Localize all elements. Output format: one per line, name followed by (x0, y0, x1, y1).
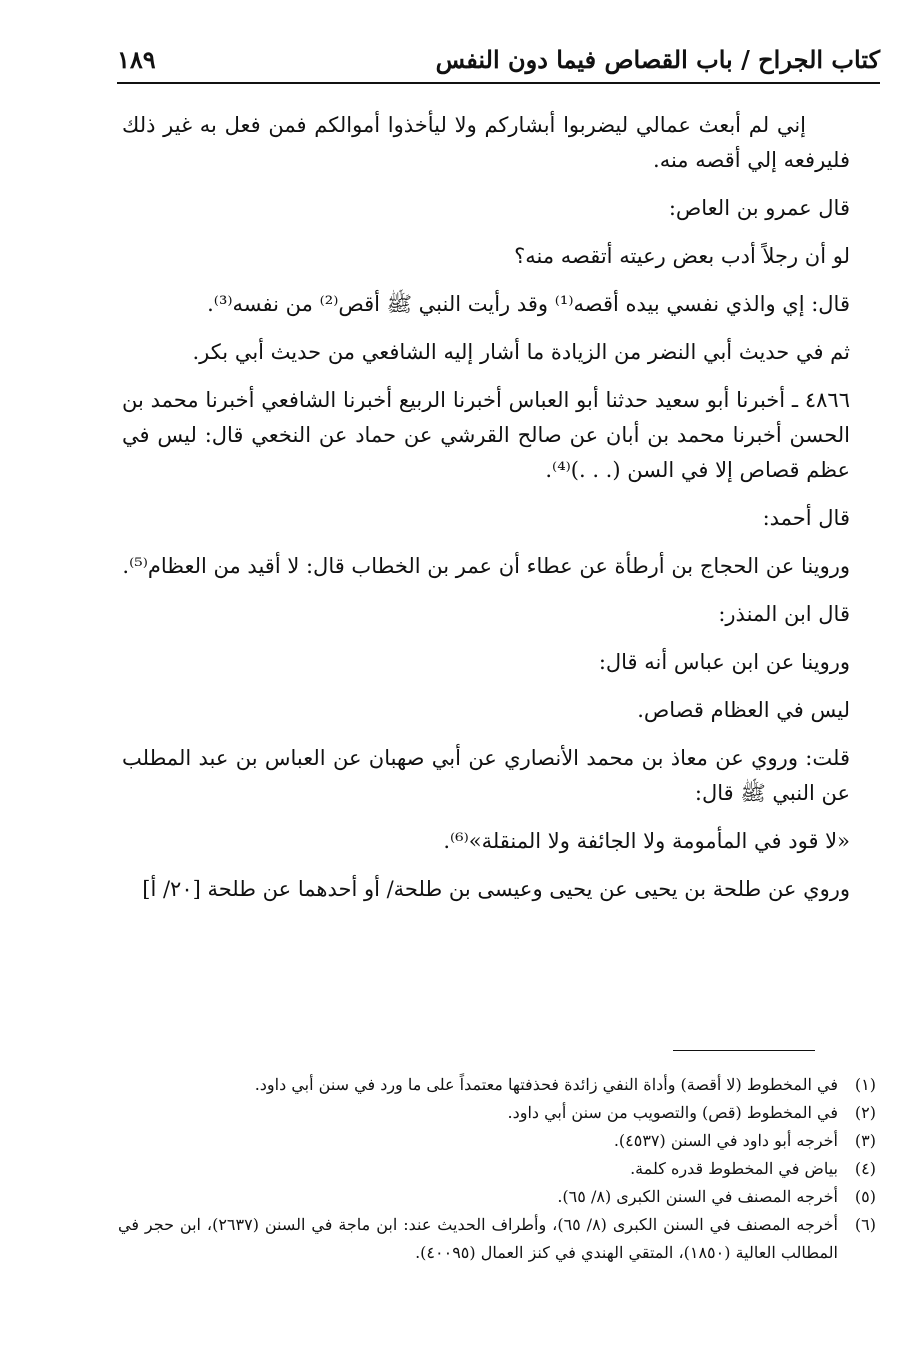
footnote-number: (٢) (854, 1103, 876, 1122)
footnote-text: في المخطوط (قص) والتصويب من سنن أبي داود. (507, 1103, 838, 1122)
page-number: ١٨٩ (117, 45, 156, 74)
footnote-rule (673, 1050, 815, 1051)
footnote (118, 1211, 876, 1267)
footnote (118, 1099, 876, 1127)
footnote (118, 1183, 876, 1211)
footnote-number: (٤) (854, 1159, 876, 1178)
body-text (122, 108, 850, 920)
footnote (118, 1155, 876, 1183)
paragraph: قال عمرو بن العاص: (668, 196, 850, 220)
footnote-number: (٣) (854, 1131, 876, 1150)
paragraph: قلت: وروي عن معاذ بن محمد الأنصاري عن أبي صهبان عن العباس بن عبد المطلب عن النبي ﷺ قال: (122, 746, 850, 805)
page-header (117, 38, 880, 82)
paragraph: وروينا عن ابن عباس أنه قال: (598, 650, 850, 674)
footnote-text: أخرجه أبو داود في السنن (٤٥٣٧). (613, 1131, 838, 1150)
paragraph-hadith-4866: ٤٨٦٦ ـ أخبرنا أبو سعيد حدثنا أبو العباس أخبرنا الربيع أخبرنا الشافعي أخبرنا محمد بن الحسن أخبرنا محمد بن أبان عن صالح القرشي عن حماد عن النخعي قال: ليس في عظم قصاص إلا في السن (. . .)⁽⁴⁾. (122, 388, 850, 482)
footnote-number: (٦) (854, 1215, 876, 1234)
paragraph: إني لم أبعث عمالي ليضربوا أبشاركم ولا ليأخذوا أموالكم فمن فعل به غير ذلك فليرفعه إلي أقصه منه. (122, 113, 850, 172)
paragraph: لو أن رجلاً أدب بعض رعيته أتقصه منه؟ (514, 244, 850, 268)
paragraph: وروينا عن الحجاج بن أرطأة عن عطاء أن عمر بن الخطاب قال: لا أقيد من العظام⁽⁵⁾. (122, 554, 850, 578)
footnotes (118, 1071, 876, 1267)
footnote (118, 1127, 876, 1155)
header-rule (117, 82, 880, 84)
footnote-number: (١) (854, 1075, 876, 1094)
footnote-number: (٥) (854, 1187, 876, 1206)
footnote-text: أخرجه المصنف في السنن الكبرى (٨/ ٦٥). (557, 1187, 838, 1206)
running-title: كتاب الجراح / باب القصاص فيما دون النفس (435, 45, 880, 74)
footnote-text: في المخطوط (لا أقصة) وأداة النفي زائدة فحذفتها معتمداً على ما ورد في سنن أبي داود. (254, 1075, 838, 1094)
paragraph: وروي عن طلحة بن يحيى عن يحيى وعيسى بن طلحة/ أو أحدهما عن طلحة [٢٠/ أ] (142, 877, 850, 901)
paragraph: «لا قود في المأمومة ولا الجائفة ولا المنقلة»⁽⁶⁾. (443, 829, 850, 853)
paragraph: قال: إي والذي نفسي بيده أقصه⁽¹⁾ وقد رأيت النبي ﷺ أقص⁽²⁾ من نفسه⁽³⁾. (207, 292, 850, 316)
paragraph: قال ابن المنذر: (718, 602, 850, 626)
paragraph: قال أحمد: (762, 506, 850, 530)
footnote-text: بياض في المخطوط قدره كلمة. (630, 1159, 838, 1178)
footnote (118, 1071, 876, 1099)
footnote-text: أخرجه المصنف في السنن الكبرى (٨/ ٦٥)، وأطراف الحديث عند: ابن ماجة في السنن (٢٦٣٧)، ابن حجر في المطالب العالية (١٨٥٠)، المتقي الهندي في كنز العمال (٤٠٠٩٥). (118, 1215, 838, 1262)
paragraph: ثم في حديث أبي النضر من الزيادة ما أشار إليه الشافعي من حديث أبي بكر. (192, 340, 850, 364)
paragraph: ليس في العظام قصاص. (637, 698, 850, 722)
